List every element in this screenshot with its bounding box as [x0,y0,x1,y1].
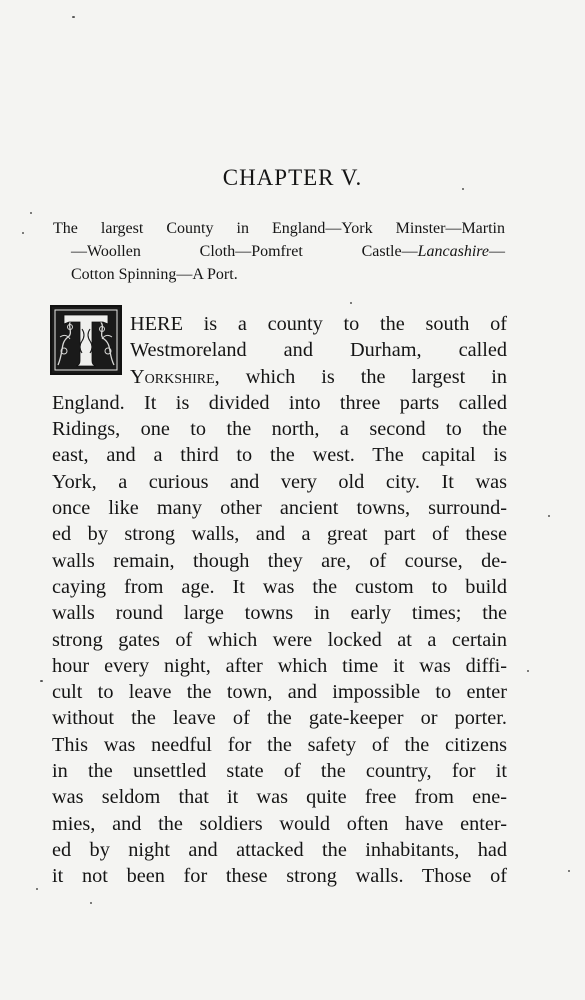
summary-lancashire: Lancashire [417,243,489,260]
body-line-20: mies, and the soldiers would often have enter- [52,812,507,835]
body-line-14: hour every night, after which time it was diffi- [52,654,507,677]
body-line-22: it not been for these strong walls. Those of [52,865,507,888]
body-paragraph [52,311,507,890]
body-line-19: was seldom that it was quite free from ene- [52,786,507,809]
body-line-2: Westmoreland and Durham, called [130,339,507,362]
body-line-21: ed by night and attacked the inhabitants, had [52,838,507,861]
scan-speck [30,212,32,214]
body-line-15: cult to leave the town, and impossible to enter [52,681,507,704]
scan-speck [22,232,24,234]
body-line-5: Ridings, one to the north, a second to the [52,418,507,441]
body-line-17: This was needful for the safety of the citizens [52,733,507,756]
summary-line-2-text: —Woollen Cloth—Pomfret Castle— [71,243,418,260]
body-line-10: walls remain, though they are, of course, de- [52,549,507,572]
scan-speck [40,680,43,682]
scan-speck [548,515,550,517]
scan-speck [568,870,570,872]
scan-speck [36,888,38,890]
summary-line-3: Cotton Spinning—A Port. [71,266,238,283]
body-line-9: ed by strong walls, and a great part of these [52,523,507,546]
scan-speck [350,302,352,304]
yorkshire-smallcaps: Yorkshire, [130,365,220,388]
body-line-1: HERE is a county to the south of [130,313,507,335]
scan-speck [527,670,529,672]
summary-line-2 [53,240,505,263]
body-line-3 [52,364,507,390]
body-line-11: caying from age. It was the custom to build [52,575,507,598]
scan-speck [90,902,92,904]
chapter-title: CHAPTER V. [222,165,363,190]
summary-line-1: The largest County in England—York Minster—Martin [53,220,505,237]
body-line-8: once like many other ancient towns, surround- [52,497,507,520]
summary-line-2-dash: — [489,243,505,260]
body-line-6: east, and a third to the west. The capital is [52,444,507,467]
scan-speck [462,188,464,190]
body-line-12: walls round large towns in early times; the [52,602,507,625]
body-line-18: in the unsettled state of the country, for it [52,760,507,783]
body-line-3-text: which is the largest in [245,365,507,388]
chapter-summary [53,217,505,286]
body-line-4: England. It is divided into three parts called [52,391,507,414]
body-line-16: without the leave of the gate-keeper or porter. [52,707,507,730]
body-line-7: York, a curious and very old city. It was [52,470,507,493]
scan-speck [72,16,75,18]
body-line-13: strong gates of which were locked at a certain [52,628,507,651]
